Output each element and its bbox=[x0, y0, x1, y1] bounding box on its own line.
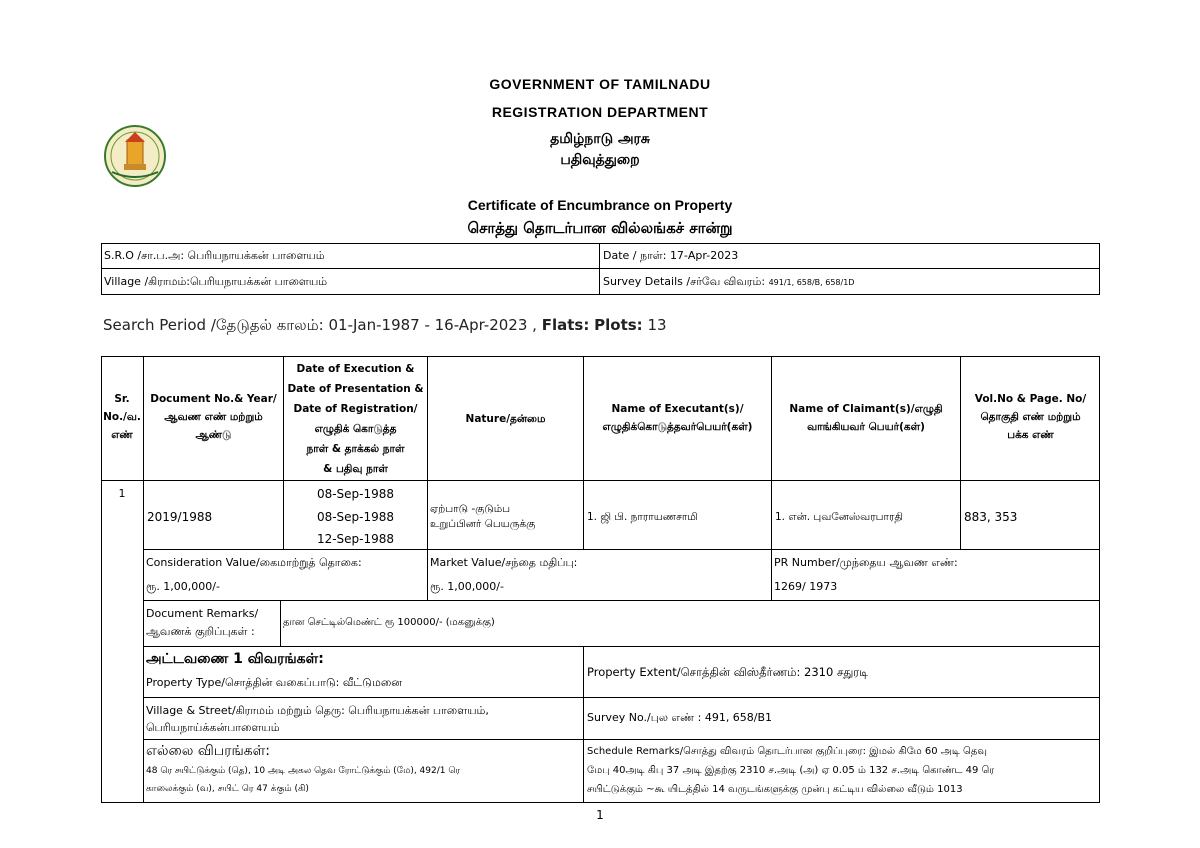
document-remarks-label: Document Remarks/ ஆவணக் குறிப்புகள் : bbox=[146, 607, 259, 638]
pr-label: PR Number/முந்தைய ஆவண எண்: bbox=[774, 556, 958, 569]
survey-no: Survey No./புல எண் : 491, 658/B1 bbox=[587, 711, 773, 724]
row-document-no: 2019/1988 bbox=[147, 510, 213, 524]
date-field: Date / நாள்: 17-Apr-2023 bbox=[603, 249, 739, 262]
survey-field: Survey Details /சர்வே விவரம்: 491/1, 658/B, 658/1D bbox=[603, 275, 855, 288]
market-label: Market Value/சந்தை மதிப்பு: bbox=[430, 556, 578, 569]
header-executant: Name of Executant(s)/ எழுதிக்கொடுத்தவர்பெயர்(கள்) bbox=[602, 403, 753, 433]
consideration-label: Consideration Value/கைமாற்றுத் தொகை: bbox=[146, 556, 362, 569]
header-vol-page: Vol.No & Page. No/ தொகுதி எண் மற்றும் பக்க எண் bbox=[974, 393, 1087, 441]
village-field: Village /கிராமம்:பெரியநாயக்கன் பாளையம் bbox=[104, 275, 328, 288]
header-document-no: Document No.& Year/ ஆவண எண் மற்றும் ஆண்டு bbox=[150, 393, 277, 441]
header-nature: Nature/தன்மை bbox=[465, 413, 546, 425]
boundary-title: எல்லை விபரங்கள்: bbox=[146, 743, 271, 759]
search-period: Search Period /தேடுதல் காலம்: 01-Jan-1987 - 16-Apr-2023 , Flats: Plots: 13 bbox=[103, 316, 667, 334]
header-claimant: Name of Claimant(s)/எழுதி வாங்கியவர் பெயர்(கள்) bbox=[789, 403, 943, 433]
header-sr: Sr. No./வ. எண் bbox=[103, 393, 141, 441]
schedule-title: அட்டவணை 1 விவரங்கள்: bbox=[146, 651, 324, 667]
header-dates: Date of Execution & Date of Presentation & Date of Registration/ எழுதிக் கொடுத்த நாள் & தாக்கல் நாள் & பதிவு நாள் bbox=[287, 363, 424, 475]
market-value: ரூ. 1,00,000/- bbox=[430, 580, 504, 593]
header-line-tamil-department: பதிவுத்துறை bbox=[560, 152, 640, 168]
village-street: Village & Street/கிராமம் மற்றும் தெரு: பெரியநாயக்கன் பாளையம், பெரியநாய்க்கன்பாளையம் bbox=[146, 704, 489, 734]
schedule-remarks: Schedule Remarks/சொத்து விவரம் தொடர்பான குறிப்புரை: இமல் கிமே 60 அடி தெவு மேபு 40அடி கிபு 37 அடி இதற்கு 2310 ச.அடி (அ) ஏ 0.05 ம் 132 ச.அடி கொண்ட 49 ரெ சயிட்டுக்கும் ~கூ யிடத்தில் 14 வருடங்களுக்கு முன்பு கட்டிய வில்லை வீடும் 1013 bbox=[587, 746, 995, 795]
row-date-execution: 08-Sep-1988 bbox=[316, 487, 395, 501]
header-line-government: GOVERNMENT OF TAMILNADU bbox=[489, 76, 711, 92]
row-date-presentation: 08-Sep-1988 bbox=[316, 510, 395, 524]
property-extent: Property Extent/சொத்தின் விஸ்தீர்ணம்: 2310 சதுரடி bbox=[587, 665, 869, 679]
certificate-title-english: Certificate of Encumbrance on Property bbox=[467, 197, 733, 213]
row-claimant: 1. என். புவனேஸ்வரபாரதி bbox=[775, 511, 903, 523]
boundary-text: 48 ரெ சயிட்டுக்கும் (தெ), 10 அடி அகல தெவ ரோட்டுக்கும் (மே), 492/1 ரெ காலைக்கும் (வ), சயிட் ரெ 47 க்கும் (கி) bbox=[146, 766, 461, 794]
property-type: Property Type/சொத்தின் வகைப்பாடு: வீட்டுமனை bbox=[146, 676, 402, 689]
row-date-registration: 12-Sep-1988 bbox=[316, 532, 395, 546]
sro-field: S.R.O /சா.ப.அ: பெரியநாயக்கன் பாளையம் bbox=[104, 249, 325, 262]
pr-value: 1269/ 1973 bbox=[774, 580, 838, 593]
page-number: 1 bbox=[596, 808, 604, 822]
row-executant: 1. ஜி பி. நாராயணசாமி bbox=[587, 511, 698, 523]
row-nature: ஏற்பாடு -குடும்ப உறுப்பினர் பெயருக்கு bbox=[430, 503, 536, 530]
row-vol-page: 883, 353 bbox=[964, 510, 1018, 524]
consideration-value: ரூ. 1,00,000/- bbox=[146, 580, 220, 593]
row-sr: 1 bbox=[118, 487, 126, 500]
header-line-tamil-government: தமிழ்நாடு அரசு bbox=[550, 131, 650, 147]
certificate-title-tamil: சொத்து தொடர்பான வில்லங்கச் சான்று bbox=[467, 219, 733, 237]
document-remarks-value: தான செட்டில்மெண்ட் ரூ 100000/- (மகனுக்கு) bbox=[283, 617, 495, 628]
header-line-department: REGISTRATION DEPARTMENT bbox=[491, 104, 709, 120]
